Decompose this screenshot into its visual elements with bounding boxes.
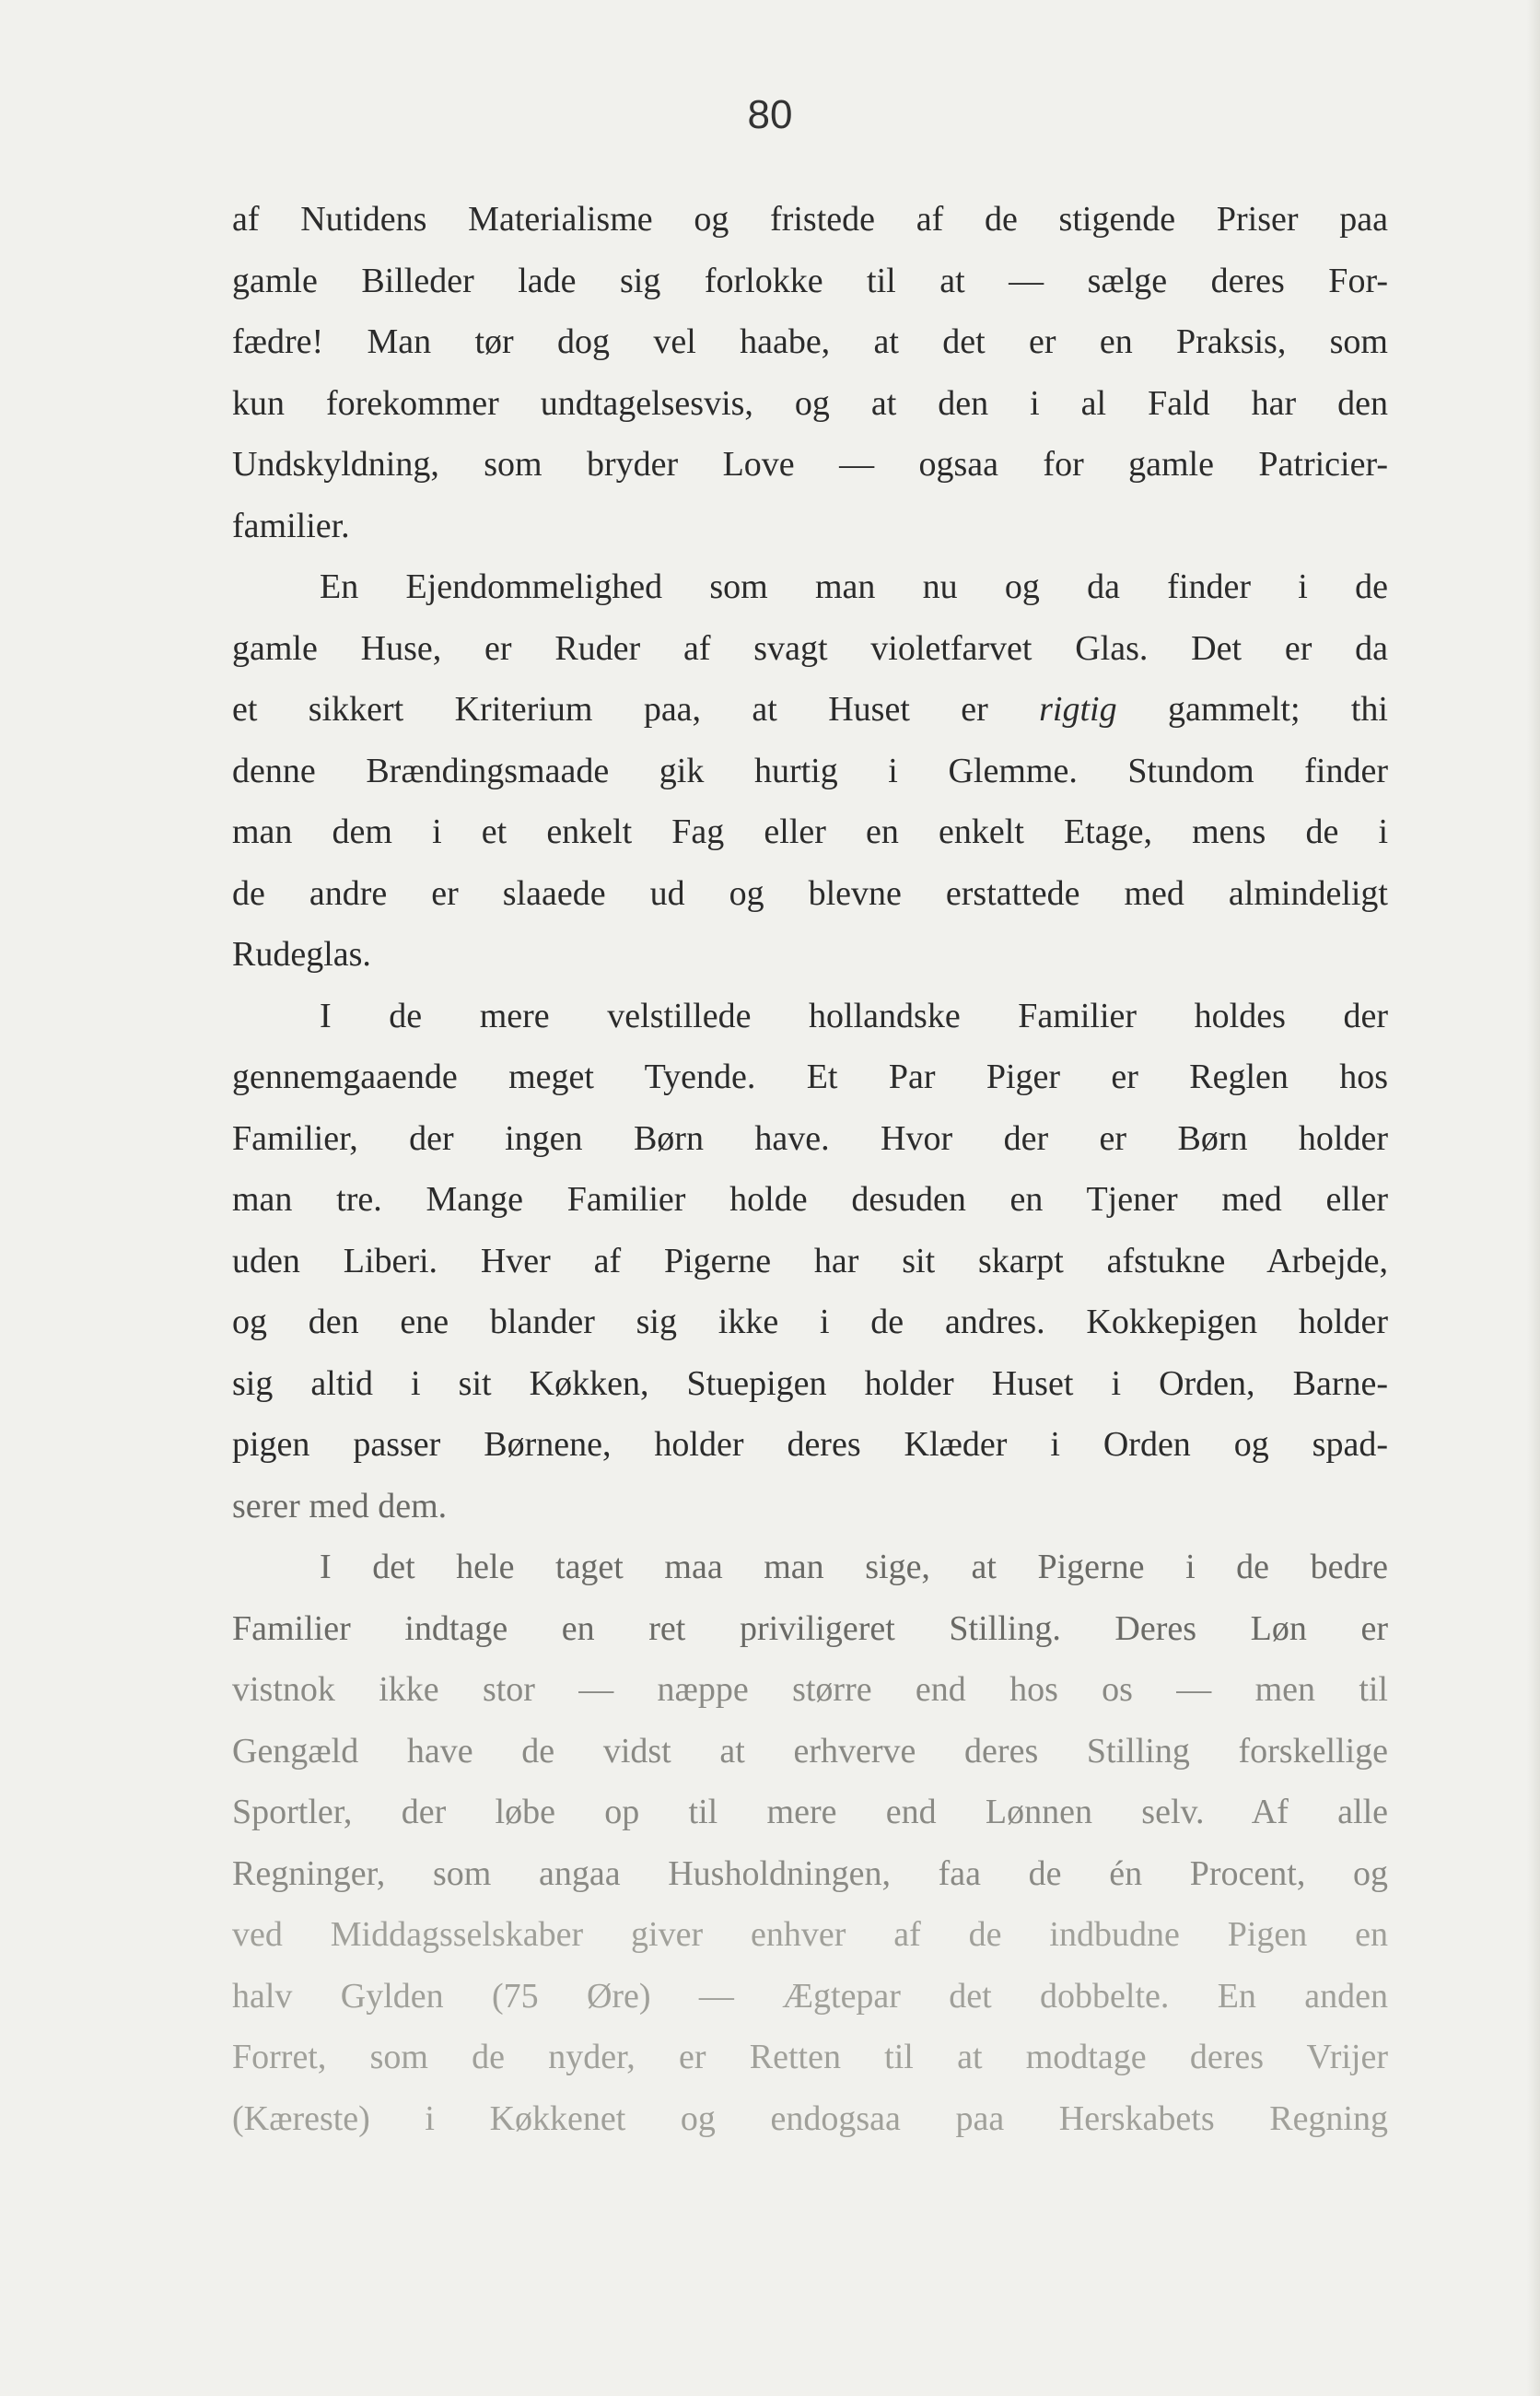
text-line: gamle Huse, er Ruder af svagt violetfarvet Glas. Det er da <box>232 628 1388 668</box>
text-line: (Kæreste) i Køkkenet og endogsaa paa Herskabets Regning <box>232 2098 1388 2138</box>
text-line: Regninger, som angaa Husholdningen, faa de én Procent, og <box>232 1853 1388 1893</box>
text-line: serer med dem. <box>232 1486 448 1525</box>
text-line: Familier indtage en ret priviligeret Stilling. Deres Løn er <box>232 1608 1388 1648</box>
text-line: sig altid i sit Køkken, Stuepigen holder Huset i Orden, Barne- <box>232 1363 1388 1403</box>
text-line: uden Liberi. Hver af Pigerne har sit skarpt afstukne Arbejde, <box>232 1241 1388 1280</box>
line-segment: et sikkert Kriterium paa, at Huset er <box>232 690 1040 729</box>
text-line: man tre. Mange Familier holde desuden en Tjener med eller <box>232 1180 1388 1219</box>
emphasized-word: rigtig <box>1039 690 1117 729</box>
text-line: man dem i et enkelt Fag eller en enkelt Etage, mens de i <box>232 812 1388 851</box>
text-line-with-emphasis <box>232 679 1388 741</box>
paragraph-start-line: I det hele taget maa man sige, at Pigerne i de bedre <box>320 1548 1388 1586</box>
text-line: Undskyldning, som bryder Love — ogsaa for gamle Patricier- <box>232 445 1388 484</box>
text-line: Rudeglas. <box>232 935 371 974</box>
text-line: ved Middagsselskaber giver enhver af de indbudne Pigen en <box>232 1915 1388 1954</box>
text-line: gennemgaaende meget Tyende. Et Par Piger er Reglen hos <box>232 1058 1388 1096</box>
text-line: Forret, som de nyder, er Retten til at modtage deres Vrijer <box>232 2038 1388 2076</box>
text-line: denne Brændingsmaade gik hurtig i Glemme. Stundom finder <box>232 751 1388 790</box>
text-line: kun forekommer undtagelsesvis, og at den i al Fald har den <box>232 383 1388 423</box>
text-line: fædre! Man tør dog vel haabe, at det er en Praksis, som <box>232 322 1388 361</box>
text-line: Familier, der ingen Børn have. Hvor der er Børn holder <box>232 1118 1388 1158</box>
body-text <box>232 189 1388 2149</box>
paragraph-start-line: En Ejendommelighed som man nu og da finder i de <box>320 567 1388 606</box>
text-line: de andre er slaaede ud og blevne erstattede med almindeligt <box>232 873 1388 913</box>
page-edge <box>1527 0 1540 2396</box>
text-line: af Nutidens Materialisme og fristede af de stigende Priser paa <box>232 200 1388 239</box>
text-line: vistnok ikke stor — næppe større end hos os — men til <box>232 1670 1388 1709</box>
text-line: gamle Billeder lade sig forlokke til at — sælge deres For- <box>232 261 1388 300</box>
page-number: 80 <box>747 92 793 137</box>
text-line: familier. <box>232 506 350 545</box>
text-line: Sportler, der løbe op til mere end Lønnen selv. Af alle <box>232 1793 1388 1831</box>
line-segment: gammelt; thi <box>1116 690 1388 729</box>
text-line: Gengæld have de vidst at erhverve deres Stilling forskellige <box>232 1731 1388 1771</box>
paragraph-start-line: I de mere velstillede hollandske Familier holdes der <box>320 996 1388 1035</box>
text-line: halv Gylden (75 Øre) — Ægtepar det dobbelte. En anden <box>232 1976 1388 2016</box>
text-line: og den ene blander sig ikke i de andres. Kokkepigen holder <box>232 1303 1388 1341</box>
text-line: pigen passer Børnene, holder deres Klæder i Orden og spad- <box>232 1425 1388 1464</box>
